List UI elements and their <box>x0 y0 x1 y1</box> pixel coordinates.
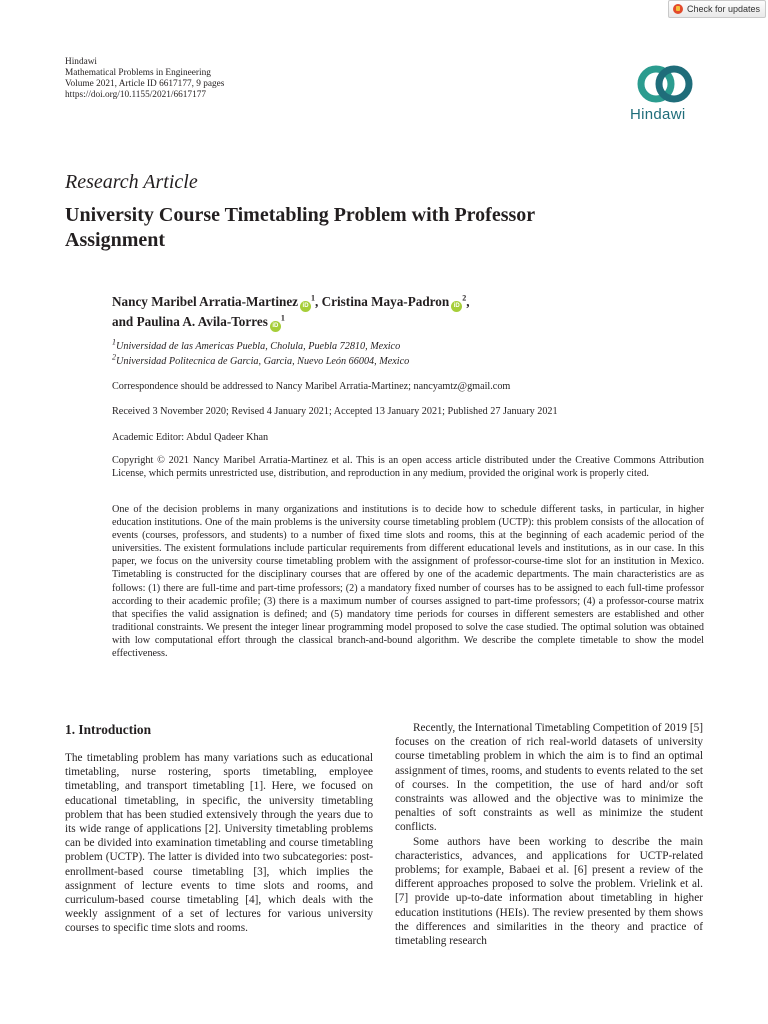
journal-info <box>65 57 224 101</box>
volume-info: Volume 2021, Article ID 6617177, 9 pages <box>65 79 225 89</box>
orcid-icon[interactable]: iD <box>270 321 281 332</box>
author-separator: , <box>315 294 322 309</box>
orcid-icon[interactable]: iD <box>451 301 462 312</box>
body-column-right <box>395 721 703 948</box>
hindawi-logo-text: Hindawi <box>630 106 686 123</box>
update-badge-icon <box>673 4 683 14</box>
author-separator: , <box>466 294 470 309</box>
body-column-left <box>65 721 373 936</box>
author-affil-ref: 2 <box>462 293 467 303</box>
dates-line: Received 3 November 2020; Revised 4 January 2021; Accepted 13 January 2021; Published 27 January 2021 <box>112 406 558 417</box>
paragraph: Some authors have been working to describe the main characteristics, advances, and applications for UCTP-related problems; for example, Babaei et al. [6] present a review of the different approaches proposed to solve the problem. Vrielink et al. [7] provide up-to-date information about timetabling in higher education institutions (HEIs). The review presented by them shows the differences and similarities in the theory and practice of timetabling research <box>395 835 703 948</box>
check-for-updates-label: Check for updates <box>687 4 761 14</box>
journal-name: Mathematical Problems in Engineering <box>65 68 211 78</box>
publisher-name: Hindawi <box>65 57 98 67</box>
author-3[interactable]: Paulina A. Avila-Torres <box>136 314 268 329</box>
author-1[interactable]: Nancy Maribel Arratia-Martinez <box>112 294 299 309</box>
doi-link[interactable]: https://doi.org/10.1155/2021/6617177 <box>65 90 207 100</box>
check-for-updates-button[interactable] <box>668 0 766 18</box>
affiliation-text: Universidad de las Americas Puebla, Cholula, Puebla 72810, Mexico <box>116 341 401 352</box>
author-2[interactable]: Cristina Maya-Padron <box>321 294 450 309</box>
article-title: University Course Timetabling Problem with Professor Assignment <box>65 204 535 251</box>
author-affil-ref: 1 <box>311 293 316 303</box>
paragraph: The timetabling problem has many variations such as educational timetabling, nurse rostering, sports timetabling, employee timetabling, and transport timetabling [1]. Here, we focused on educational timetabling, in specific, the university timetabling problem that has been studied extensively through the years due to its wide range of applications [2]. University timetabling problems can be divided into examination timetabling and course timetabling problem (UCTP). The latter is divided into two subcategories: post-enrollment-based course timetabling [3], which implies the assignment of lecture events to time slots and rooms, and curriculum-based course timetabling [4], which deals with the weekly assignment of a set of lectures for various university courses to specific time slots and rooms. <box>65 752 373 935</box>
author-conjunction: and <box>112 314 137 329</box>
copyright-notice: Copyright © 2021 Nancy Maribel Arratia-Martinez et al. This is an open access article distributed under the Creative Commons Attribution License, which permits unrestricted use, distribution, and reproduction in any medium, provided the original work is properly cited. <box>112 455 704 479</box>
author-affil-ref: 1 <box>280 313 285 323</box>
section-heading: 1. Introduction <box>65 722 152 737</box>
correspondence-line: Correspondence should be addressed to Nancy Maribel Arratia-Martinez; nancyamtz@gmail.com <box>112 381 511 392</box>
author-list <box>112 292 632 332</box>
affiliation-number: 2 <box>112 352 116 362</box>
academic-editor-line: Academic Editor: Abdul Qadeer Khan <box>112 432 269 443</box>
article-type: Research Article <box>65 171 198 193</box>
abstract: One of the decision problems in many organizations and institutions is to decide how to schedule different tasks, in particular, in higher education institutions. One of the main problems is the university course timetabling problem (UCTP): this problem consists of the allocation of events (courses, professors, and students) to a number of fixed time slots and rooms, this at the beginning of each academic period of the universities. The existent formulations include particular requirements from different educational levels and institutions, as in our case. In this paper, we focus on the university course timetabling problem with the assignment of professor-course-time slot for an institution in Mexico. Timetabling is constructed for the disciplinary courses that are offered by one of the academic departments. The main characteristics are as follows: (1) there are full-time and part-time professors; (2) a mandatory fixed number of courses has to be assigned to each full-time professor according to their academic profile; (3) there is a maximum number of courses assigned to part-time professors; (4) a professor-course matrix that specifies the valid assignation is defined; and (5) mandatory time periods for courses in different semesters are established and other traditional constraints. We present the integer linear programming model proposed to solve the case studied. The optimal solution was obtained with low computational effort through the classical branch-and-bound algorithm. We describe the complete timetable to show the model effectiveness. <box>112 504 704 660</box>
affiliation-number: 1 <box>112 337 116 347</box>
affiliation <box>112 354 409 369</box>
paragraph: Recently, the International Timetabling Competition of 2019 [5] focuses on the creation of rich real-world datasets of university course timetabling problem in which the aim is to find an optimal assignment of times, rooms, and students to events related to the set of courses. In the competition, the use of hard and/or soft constraints was allowed and the objective was to minimize the penalties of soft constraints as well as minimize the student conflicts. <box>395 722 703 834</box>
affiliation-text: Universidad Politecnica de Garcia, Garcia, Nuevo León 66004, Mexico <box>116 356 410 367</box>
hindawi-logo <box>630 62 700 123</box>
orcid-icon[interactable]: iD <box>300 301 311 312</box>
affiliations <box>112 339 409 369</box>
affiliation <box>112 339 409 354</box>
hindawi-logo-icon <box>636 62 694 106</box>
